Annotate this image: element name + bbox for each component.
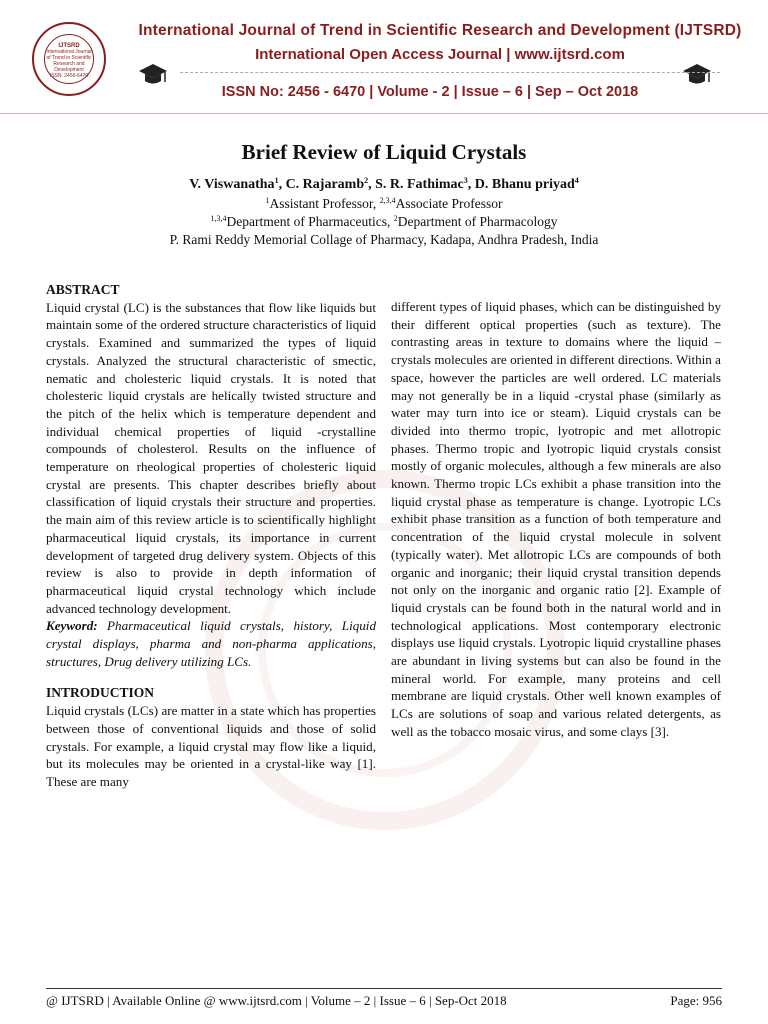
seal-text: International Journal of Trend in Scientific Research and Development — [46, 49, 92, 73]
journal-header — [0, 0, 768, 110]
issn-line: ISSN No: 2456 - 6470 | Volume - 2 | Issue – 6 | Sep – Oct 2018 — [221, 84, 639, 100]
affiliation-institution: P. Rami Reddy Memorial Collage of Pharmacy, Kadapa, Andhra Pradesh, India — [169, 232, 599, 247]
footer-rule — [46, 988, 722, 989]
keyword-text: Pharmaceutical liquid crystals, history, Liquid crystal displays, pharma and non-pharma applications, structures, Drug delivery utilizing LCs. — [46, 618, 376, 669]
keywords — [46, 617, 376, 670]
footer-info: @ IJTSRD | Available Online @ www.ijtsrd.com | Volume – 2 | Issue – 6 | Sep-Oct 2018 — [46, 993, 507, 1008]
right-column — [391, 298, 721, 741]
affiliation-positions: $^1$Assistant Professor, $^{2,3,4}$Associate Professor — [265, 196, 503, 211]
affiliation-departments: $^{1,3,4}$Department of Pharmaceutics, $^2$Department of Pharmacology — [210, 214, 558, 229]
journal-subtitle: International Open Access Journal | www.ijtsrd.com — [255, 46, 625, 63]
page-number: Page: 956 — [670, 993, 722, 1008]
graduation-cap-icon — [138, 62, 168, 88]
abstract-heading: ABSTRACT — [46, 282, 120, 297]
journal-title: International Journal of Trend in Scientific Research and Development (IJTSRD) — [138, 22, 742, 39]
author-name: C. Rajaramb — [285, 177, 365, 192]
introduction-text: Liquid crystals (LCs) are matter in a state which has properties between those of conventional liquids and those of solid crystals. For example, a liquid crystal may flow like a liquid, but its molecules may be oriented in a crystal-like way [1]. These are many — [46, 703, 376, 789]
introduction-continued-text: different types of liquid phases, which can be distinguished by their different optical properties (such as texture). The contrasting areas in texture to domains where the liquid – crystals molecules are oriented in different directions. Within a space, however the particles are well ordered. LC materials may not generally be in a liquid -crystal phase (similarly as water may turn into ice or steam). Liquid crystals can be divided into thermo tropic, lyotropic and met allotropic phases. Thermo tropic and lyotropic liquid crystals consist mostly of organic molecules, although a few minerals are also known. Thermo tropic LCs exhibit a phase transition into the liquid crystal phase as temperature is change. Lyotropic LCs exhibit phase transition as a function of both temperature and concentration of the liquid crystal molecule in solvent (typically water). Met allotropic LCs are compounds of both organic and inorganic; their liquid crystal transition depends not only on the inorganic and organic ratio [2]. Example of liquid crystals can be found both in the natural world and in technological applications. Most contemporary electronic displays use liquid crystals. Lyotropic liquid crystalline phases are abundant in living systems but can also be found in the mineral world. For example, many proteins and cell membrane are liquid crystals. Other well known examples of LCs are solutions of soap and various related detergents, as well as the tobacco mosaic virus, and some clays [3]. — [391, 299, 721, 739]
introduction-heading: INTRODUCTION — [46, 685, 155, 701]
journal-seal-logo — [32, 22, 106, 96]
header-divider — [180, 72, 720, 73]
seal-name: IJTSRD — [58, 43, 80, 49]
author-name: V. Viswanatha — [189, 177, 275, 192]
abstract-text: Liquid crystal (LC) is the substances that flow like liquids but maintain some of the ordered structure characteristics of liquid crystals. Examined and summarized the types of liquid crystals. Analyzed the structural characteristic of smectic, nematic and cholesteric liquid crystals. It is noted that cholesteric liquid crystals are helically twisted structure and the pitch of the helix which is temperature dependent and individual chemical properties of liquid -crystalline compounds of cholesterol. Results on the influence of temperature on rheological properties of cholesteric liquid crystal are presents. This chapter describes briefly about classification of liquid crystals their structure and properties. the main aim of this review article is to scientifically highlight pharmaceutical liquid crystals, its importance in current development of targeted drug delivery system. Objects of this review is also to provide in depth information of pharmaceutical liquid crystal technology which include advanced technology development. — [46, 299, 376, 616]
author-name: S. R. Fathimac — [375, 177, 464, 192]
article-title: Brief Review of Liquid Crystals — [241, 140, 527, 164]
keyword-label: Keyword: — [46, 618, 98, 634]
seal-issn: ISSN: 2456-6470 — [49, 73, 89, 79]
author-list: V. Viswanatha$^1$, C. Rajaramb$^2$, S. R. Fathimac$^3$, D. Bhanu priyad$^4$ — [189, 176, 579, 192]
left-column — [46, 281, 376, 791]
author-name: D. Bhanu priyad — [474, 177, 575, 192]
header-rule — [0, 113, 768, 114]
